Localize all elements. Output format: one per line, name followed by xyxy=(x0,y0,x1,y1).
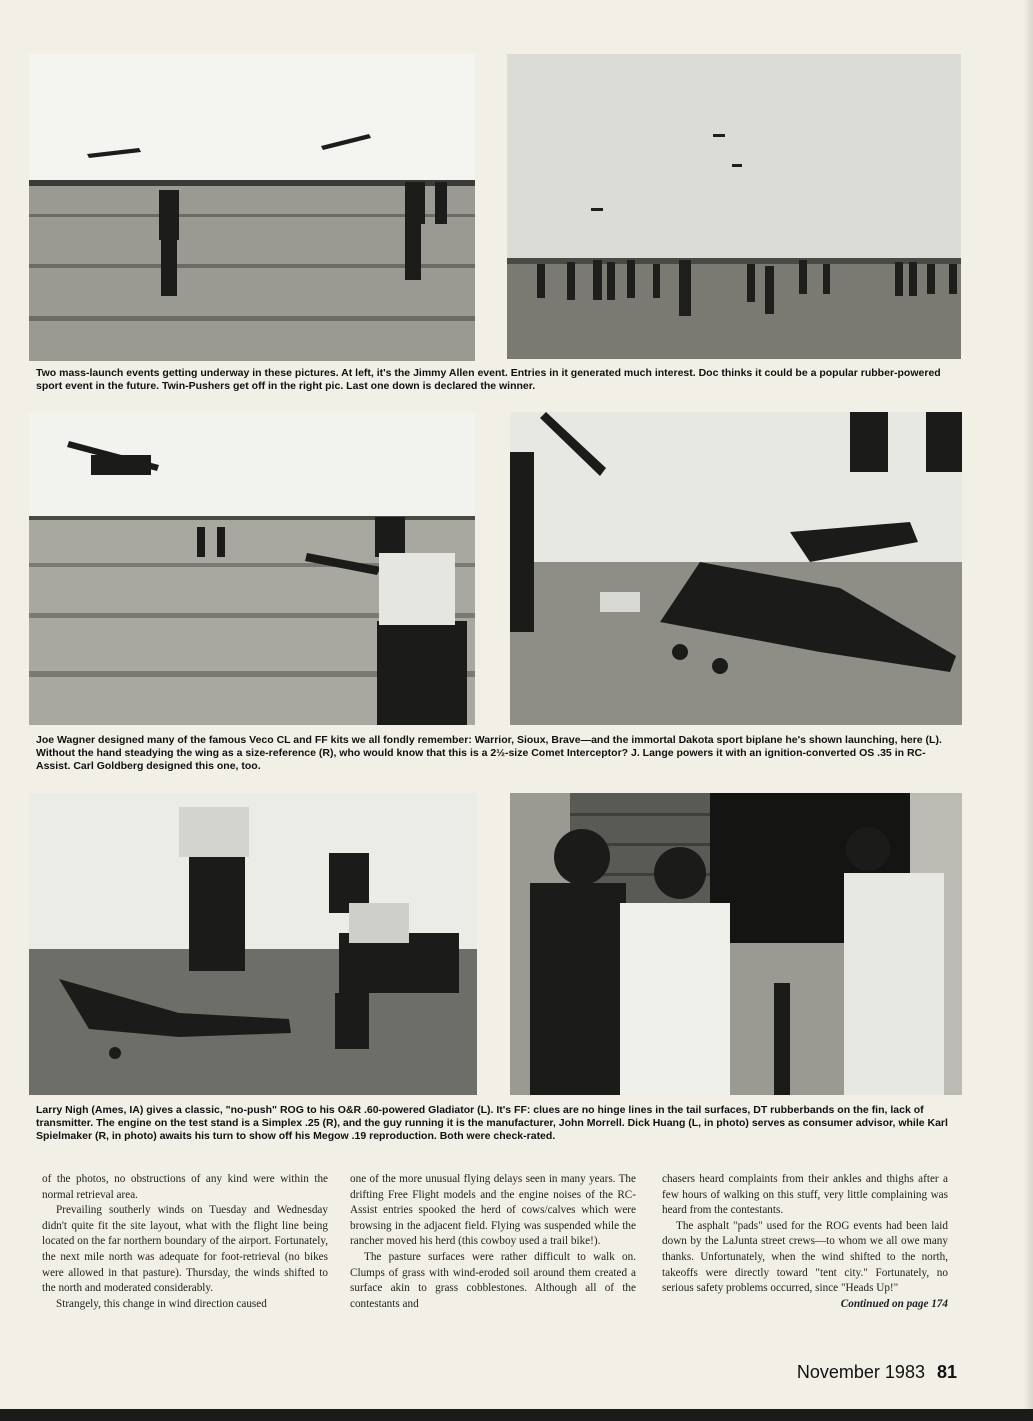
photo-jimmy-allen-launch xyxy=(29,54,475,361)
photo-joe-wagner-launch xyxy=(29,413,475,725)
photo-twin-pushers xyxy=(507,54,961,359)
paragraph: The pasture surfaces were rather difficult to walk on. Clumps of grass with wind-eroded soil around them created a surface akin to grass cobblestones. Although all of the contestants and xyxy=(350,1250,636,1310)
page-footer xyxy=(797,1362,957,1383)
paragraph: Prevailing southerly winds on Tuesday and Wednesday didn't quite fit the site layout, what with the flight line being located on the far northern boundary of the airport. Fortunately, the next mile north was adequate for foot-retrieval (no bikes were allowed in that pasture). Thursday, the winds shifted to the north and moderated considerably. xyxy=(42,1204,328,1295)
paragraph: of the photos, no obstructions of any kind were within the normal retrieval area. xyxy=(42,1173,328,1201)
caption-row2: Joe Wagner designed many of the famous Veco CL and FF kits we all fondly remember: Warrior, Sioux, Brave—and the immortal Dakota sport biplane he's shown launching, here (L). Without the hand steadying the wing as a size-reference (R), who would know that this is a 2½-size Comet Interceptor? J. Lange powers it with an ignition-converted OS .35 in RC-Assist. Carl Goldberg designed this one, too. xyxy=(36,734,942,772)
photo-comet-interceptor xyxy=(510,412,962,725)
caption-row3: Larry Nigh (Ames, IA) gives a classic, "no-push" ROG to his O&R .60-powered Gladiator (L). It's FF: clues are no hinge lines in the tail surfaces, DT rubberbands on the fin, lack of transmitter. The engine on the test stand is a Simplex .25 (R), and the guy running it is the manufacturer, John Morrell. Dick Huang (L, in photo) serves as consumer advisor, while Karl Spielmaker (R, in photo) awaits his turn to show off his Megow .19 reproduction. Both were check-rated. xyxy=(36,1104,948,1142)
page-edge-shadow xyxy=(1023,0,1033,1409)
issue-date: November 1983 xyxy=(796,1362,925,1382)
scan-bottom-edge xyxy=(0,1409,1033,1421)
paragraph: one of the more unusual flying delays seen in many years. The drifting Free Flight models and the engine noises of the RC-Assist entries spooked the herd of cows/calves which were browsing in the adjacent field. Flying was suspended while the rancher moved his herd (this cowboy used a trail bike!). xyxy=(350,1173,636,1248)
page-number: 81 xyxy=(936,1362,957,1382)
paragraph: chasers heard complaints from their ankles and thighs after a few hours of walking on this stuff, very little complaining was heard from the contestants. xyxy=(662,1173,948,1217)
paragraph: The asphalt "pads" used for the ROG events had been laid down by the LaJunta street crews—to whom we all owe many thanks. Unfortunately, when the wind shifted to the north, takeoffs were directly toward "tent city." Fortunately, no serious safety problems occurred, since "Heads Up!" xyxy=(662,1219,948,1295)
article-column-3 xyxy=(662,1172,948,1312)
article-column-2 xyxy=(350,1172,636,1312)
paragraph: Strangely, this change in wind direction caused xyxy=(56,1297,267,1310)
article-column-1 xyxy=(42,1172,328,1312)
photo-simplex-test-stand xyxy=(510,793,962,1095)
caption-row1: Two mass-launch events getting underway in these pictures. At left, it's the Jimmy Allen event. Entries in it generated much interest. Doc thinks it could be a popular rubber-powered sport event in the future. Twin-Pushers get off in the right pic. Last one down is declared the winner. xyxy=(36,367,941,392)
photo-gladiator-rog xyxy=(29,793,477,1095)
continued-note: Continued on page 174 xyxy=(840,1297,948,1310)
